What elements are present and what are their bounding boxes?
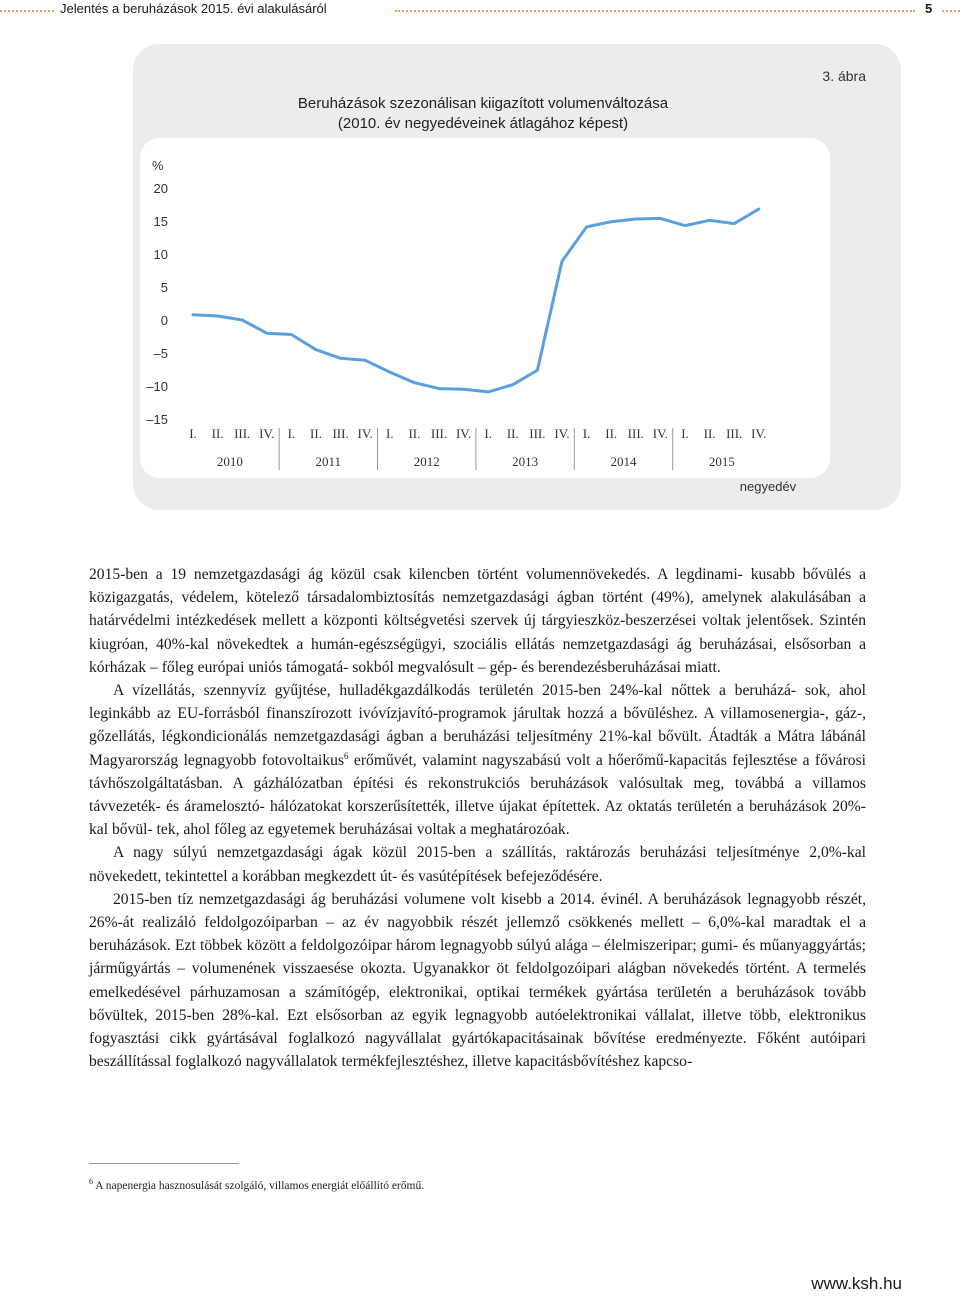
y-tick-label: 0 — [160, 313, 168, 328]
x-axis-title: negyedév — [739, 479, 797, 494]
paragraph-1: 2015-ben a 19 nemzetgazdasági ág közül csak kilencben történt volumennövekedés. A legdinami- kusabb bővülés a közigazgatás, védelem, kötelező társadalombiztosítás nemzetgazdasági ágban történt (49%), amelynek alakulásában a határvédelmi intézkedések mellett a központi költségvetési szervek új tárgyieszköz-beszerzései voltak jelentősek. Szintén kiugróan, 40%-kal növekedtek a humán-egészségügyi, szociális ellátás nemzetgazdasági ág beruházásai, elsősorban a kórházak – főleg európai uniós támogatá- sokból megvalósult – gép- és berendezésberuházásai miatt. — [89, 566, 866, 676]
x-tick-label: II. — [506, 426, 519, 441]
x-tick-label: II. — [408, 426, 421, 441]
y-tick-label: –5 — [153, 346, 168, 361]
year-label: 2012 — [413, 454, 440, 469]
data-point — [487, 391, 489, 393]
x-tick-label: IV. — [455, 426, 472, 441]
data-point — [635, 218, 637, 220]
paragraph-2-part2: erőművét, valamint nagyszabású volt a hőerőmű-kapacitás fejlesztése a fővárosi távhőszolgáltatásban. A gázhálózatban építési és rekonstrukciós beruházások valósultak meg, továbbá a villamos távvezeték- és áramelosztó- hálózatokat korszerűsítették, illetve újakat építettek. Az oktatás területén a beruházások 20%-kal bővül- tek, ahol főleg az egyetemek beruházásai voltak a meghatározóak. — [89, 751, 866, 839]
data-point — [610, 220, 612, 222]
footnote — [89, 1177, 425, 1192]
data-point — [733, 222, 735, 224]
data-point — [290, 333, 292, 335]
data-point — [561, 260, 563, 262]
x-tick-label: I. — [582, 426, 591, 441]
y-tick-label: 15 — [153, 214, 168, 229]
x-tick-label: I. — [386, 426, 394, 441]
footnote-rule — [89, 1163, 239, 1164]
paragraph-2 — [89, 679, 866, 841]
data-point — [684, 224, 686, 226]
data-point — [758, 208, 760, 210]
figure-label: 3. ábra — [822, 68, 866, 84]
x-tick-label: II. — [310, 426, 322, 441]
y-tick-label: 10 — [153, 247, 168, 262]
year-label: 2015 — [708, 454, 735, 469]
page-number: 5 — [925, 1, 933, 16]
footnote-ref: 6 — [344, 750, 349, 761]
body-text — [89, 563, 866, 1073]
x-tick-label: III. — [430, 426, 448, 441]
data-point — [241, 319, 243, 321]
data-point — [389, 371, 391, 373]
x-tick-label: IV. — [652, 426, 669, 441]
x-tick-label: III. — [332, 426, 349, 441]
data-point — [708, 219, 710, 221]
data-point — [659, 217, 661, 219]
data-point — [192, 314, 194, 316]
x-tick-label: III. — [234, 426, 251, 441]
x-tick-label: II. — [605, 426, 618, 441]
year-label: 2011 — [315, 454, 342, 469]
x-tick-label: II. — [703, 426, 716, 441]
chart-title-line1: Beruházások szezonálisan kiigazított volumenváltozása — [297, 95, 669, 112]
x-tick-label: III. — [529, 426, 546, 441]
x-tick-label: IV. — [751, 426, 767, 441]
site-link[interactable]: www.ksh.hu — [811, 1274, 902, 1293]
data-point — [364, 359, 366, 361]
data-point — [266, 332, 268, 334]
chart-title-line2: (2010. év negyedéveinek átlagához képest) — [337, 115, 629, 132]
year-label: 2014 — [610, 454, 637, 469]
header-title: Jelentés a beruházások 2015. évi alakulásáról — [60, 1, 327, 16]
x-tick-label: I. — [189, 426, 197, 441]
data-point — [462, 388, 464, 390]
x-tick-label: IV. — [259, 426, 275, 441]
footnote-text: A napenergia hasznosulását szolgáló, villamos energiát előállító erőmű. — [93, 1180, 425, 1192]
data-point — [315, 349, 317, 351]
x-tick-label: III. — [627, 426, 644, 441]
data-point — [216, 315, 218, 317]
investment-volume-chart — [0, 0, 960, 560]
x-tick-label: IV. — [357, 426, 373, 441]
data-point — [585, 226, 587, 228]
data-point — [512, 383, 514, 385]
paragraph-4: 2015-ben tíz nemzetgazdasági ág beruházási volumene volt kisebb a 2014. évinél. A beruházások legnagyobb részét, 26%-át realizáló feldolgozóiparban – az év nagyobbik részét jellemző csökkenés mellett – 6,0%-kal maradtak el a beruházások. Ezt többek között a feldolgozóipar három legnagyobb súlyú alága – élelmiszeripar; gumi- és műanyaggyártás; járműgyártás – volumenének visszaesése okozta. Ugyanakkor öt feldolgozóipari alágban növekedés történt. A termelés emelkedésével párhuzamosan a számítógép, elektronikai, optikai termékek gyártása területén a beruházások tovább bővültek, 2015-ben 28%-kal. Ezt elsősorban az egyik legnagyobb autóelektronikai vállalat, illetve több, elektronikus fogyasztási cikk gyártásával foglalkozó nagyvállalat gyártókapacitásainak bővítése eredményezte. Főként autóipari beszállítással foglalkozó nagyvállalatok termékfejlesztéshez, illetve kapacitásbővítéshez kapcso- — [89, 890, 866, 1071]
footnote-number: 6 — [89, 1177, 93, 1187]
data-point — [438, 387, 440, 389]
x-tick-label: I. — [681, 426, 689, 441]
paragraph-3: A nagy súlyú nemzetgazdasági ágak közül 2015-ben a szállítás, raktározás beruházási teljesítménye 2,0%-kal növekedett, tekintettel a korábban megkezdett út- és vasútépítések befejeződésére. — [89, 844, 866, 885]
x-tick-label: IV. — [554, 426, 570, 441]
data-point — [536, 369, 538, 371]
data-point — [339, 357, 341, 359]
x-tick-label: I. — [484, 426, 492, 441]
y-tick-label: 5 — [160, 280, 168, 295]
x-tick-label: I. — [287, 426, 296, 441]
series-line — [193, 209, 759, 392]
data-point — [413, 382, 415, 384]
y-tick-label: 20 — [153, 181, 168, 196]
year-label: 2010 — [216, 454, 243, 469]
y-axis-unit-label: % — [152, 158, 164, 173]
y-tick-label: –15 — [146, 412, 168, 427]
y-tick-label: –10 — [146, 379, 168, 394]
x-tick-label: III. — [726, 426, 743, 441]
paragraph-2-part1: A vízellátás, szennyvíz gyűjtése, hulladékgazdálkodás területén 2015-ben 24%-kal nőttek a beruházá- sok, ahol leginkább az EU-forrásból finanszírozott ivóvízjavító-programok járultak hozzá a bővüléshez. A villamosenergia-, gáz-, gőzellátás, légkondicionálás nemzetgazdasági ágban a beruházási teljesítmény 21%-kal bővült. Átadták a Mátra lábánál Magyarország legnagyobb fotovoltaikus — [89, 682, 866, 769]
year-label: 2013 — [512, 454, 539, 469]
x-tick-label: II. — [211, 426, 224, 441]
